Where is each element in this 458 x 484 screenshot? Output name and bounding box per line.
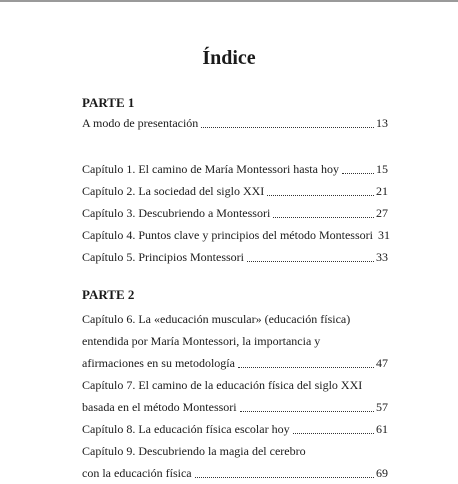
dot-leader: [195, 477, 374, 478]
toc-page-number: 31: [377, 228, 390, 242]
toc-entry-chapter-7[interactable]: [82, 374, 388, 418]
toc-entry-chapter-5[interactable]: [82, 246, 388, 268]
toc-page-number: 61: [376, 422, 388, 436]
toc-entry-chapter-1[interactable]: [82, 158, 388, 180]
toc-entry-text: basada en el método Montessori: [82, 400, 237, 414]
toc-page-number: 33: [376, 250, 388, 264]
toc-page-number: 27: [376, 206, 388, 220]
toc-entry-text: Capítulo 9. Descubriendo la magia del cerebro: [82, 444, 306, 458]
toc-page-number: 13: [376, 116, 388, 130]
toc-entry-line: [82, 418, 388, 440]
toc-entry-line: [82, 462, 388, 484]
toc-entry-presentation[interactable]: [82, 112, 388, 134]
toc-page-number: 57: [376, 400, 388, 414]
toc-entry-text: Capítulo 7. El camino de la educación física del siglo XXI: [82, 378, 363, 392]
toc-entry-text: con la educación física: [82, 466, 192, 480]
part-2-heading: PARTE 2: [82, 287, 135, 302]
dot-leader: [273, 217, 374, 218]
toc-entry-text: Capítulo 6. La «educación muscular» (educación física): [82, 312, 351, 326]
toc-entry-chapter-8[interactable]: [82, 418, 388, 440]
toc-entry-line: [82, 330, 388, 352]
table-of-contents: [82, 94, 388, 484]
toc-entry-line: [82, 374, 388, 396]
toc-page-number: 21: [376, 184, 388, 198]
toc-entry-text: Capítulo 8. La educación física escolar hoy: [82, 422, 290, 436]
toc-entry-chapter-3[interactable]: [82, 202, 388, 224]
dot-leader: [240, 411, 374, 412]
top-rule: [0, 0, 458, 2]
toc-entry-line: [82, 440, 388, 462]
toc-entry-chapter-2[interactable]: [82, 180, 388, 202]
toc-entry-text: A modo de presentación: [82, 116, 199, 130]
toc-entry-text: Capítulo 2. La sociedad del siglo XXI: [82, 184, 265, 198]
toc-entry-chapter-6[interactable]: [82, 308, 388, 374]
toc-page-number: 69: [376, 466, 388, 480]
dot-leader: [201, 127, 374, 128]
toc-entry-chapter-9[interactable]: [82, 440, 388, 484]
toc-entry-text: afirmaciones en su metodología: [82, 356, 235, 370]
toc-entry-line: [82, 396, 388, 418]
toc-entry-text: Capítulo 3. Descubriendo a Montessori: [82, 206, 271, 220]
toc-entry-text: Capítulo 5. Principios Montessori: [82, 250, 244, 264]
toc-page-number: 47: [376, 356, 388, 370]
dot-leader: [247, 261, 374, 262]
toc-entry-line: [82, 352, 388, 374]
toc-entry-chapter-4[interactable]: [82, 224, 388, 246]
page-title: Índice: [202, 47, 256, 70]
dot-leader: [342, 173, 374, 174]
dot-leader: [267, 195, 374, 196]
dot-leader: [293, 433, 374, 434]
toc-entry-text: Capítulo 1. El camino de María Montessori hasta hoy: [82, 162, 339, 176]
toc-entry-text: entendida por María Montessori, la importancia y: [82, 334, 321, 348]
toc-entry-line: [82, 308, 388, 330]
part-1-heading: PARTE 1: [82, 95, 135, 110]
toc-page-number: 15: [376, 162, 388, 176]
dot-leader: [238, 367, 374, 368]
toc-entry-text: Capítulo 4. Puntos clave y principios del método Montessori: [82, 228, 373, 242]
